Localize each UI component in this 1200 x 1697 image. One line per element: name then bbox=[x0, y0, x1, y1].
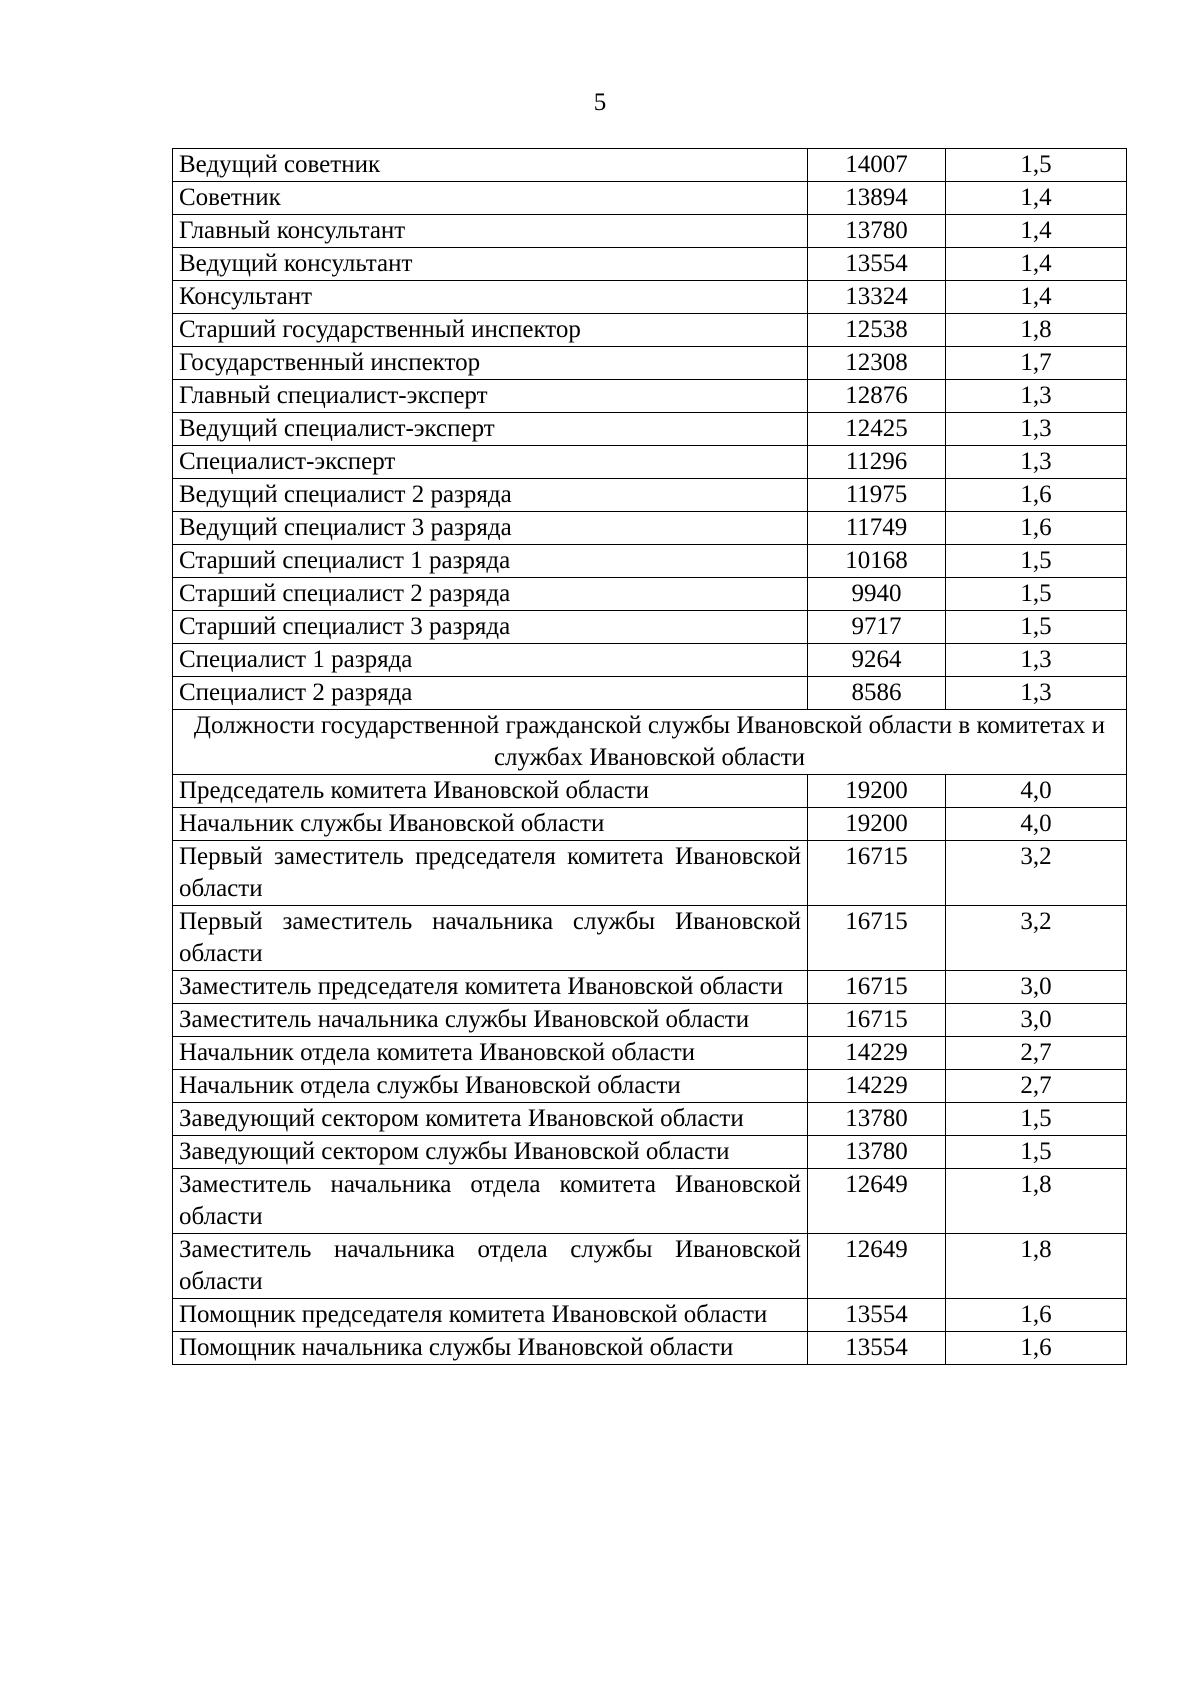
table-row bbox=[173, 677, 1127, 710]
position-name: Председатель комитета Ивановской области bbox=[173, 775, 808, 808]
position-name: Заведующий сектором комитета Ивановской области bbox=[173, 1103, 808, 1136]
position-name: Главный консультант bbox=[173, 215, 808, 248]
coefficient-value: 4,0 bbox=[946, 775, 1127, 808]
coefficient-value: 2,7 bbox=[946, 1037, 1127, 1070]
position-name: Помощник председателя комитета Ивановской области bbox=[173, 1299, 808, 1332]
position-name: Старший специалист 2 разряда bbox=[173, 578, 808, 611]
table-row bbox=[173, 1103, 1127, 1136]
table-body-top bbox=[173, 149, 1127, 710]
position-name: Старший государственный инспектор bbox=[173, 314, 808, 347]
salary-value: 16715 bbox=[808, 841, 946, 906]
coefficient-value: 1,3 bbox=[946, 413, 1127, 446]
coefficient-value: 2,7 bbox=[946, 1070, 1127, 1103]
salary-value: 13780 bbox=[808, 215, 946, 248]
table-section bbox=[173, 710, 1127, 775]
position-name: Заместитель председателя комитета Ивановской области bbox=[173, 971, 808, 1004]
coefficient-value: 1,5 bbox=[946, 1103, 1127, 1136]
salary-value: 12425 bbox=[808, 413, 946, 446]
salary-value: 16715 bbox=[808, 906, 946, 971]
coefficient-value: 1,5 bbox=[946, 1136, 1127, 1169]
coefficient-value: 1,5 bbox=[946, 545, 1127, 578]
coefficient-value: 1,8 bbox=[946, 1169, 1127, 1234]
table-row bbox=[173, 479, 1127, 512]
table-row bbox=[173, 644, 1127, 677]
position-name: Заведующий сектором службы Ивановской области bbox=[173, 1136, 808, 1169]
table-row bbox=[173, 841, 1127, 906]
position-name: Ведущий специалист 3 разряда bbox=[173, 512, 808, 545]
position-name: Заместитель начальника отдела службы Ивановской области bbox=[173, 1234, 808, 1299]
table-row bbox=[173, 1332, 1127, 1365]
salary-value: 16715 bbox=[808, 971, 946, 1004]
coefficient-value: 1,3 bbox=[946, 380, 1127, 413]
salary-value: 19200 bbox=[808, 808, 946, 841]
coefficient-value: 1,4 bbox=[946, 215, 1127, 248]
coefficient-value: 1,6 bbox=[946, 1332, 1127, 1365]
table-body-bottom bbox=[173, 775, 1127, 1365]
position-name: Советник bbox=[173, 182, 808, 215]
position-name: Ведущий консультант bbox=[173, 248, 808, 281]
coefficient-value: 1,4 bbox=[946, 281, 1127, 314]
position-name: Помощник начальника службы Ивановской области bbox=[173, 1332, 808, 1365]
coefficient-value: 3,2 bbox=[946, 841, 1127, 906]
salary-value: 13554 bbox=[808, 1332, 946, 1365]
position-name: Государственный инспектор bbox=[173, 347, 808, 380]
coefficient-value: 1,5 bbox=[946, 578, 1127, 611]
position-name: Первый заместитель начальника службы Ивановской области bbox=[173, 906, 808, 971]
position-name: Начальник отдела комитета Ивановской области bbox=[173, 1037, 808, 1070]
salary-value: 9264 bbox=[808, 644, 946, 677]
position-name: Специалист 2 разряда bbox=[173, 677, 808, 710]
table-row bbox=[173, 512, 1127, 545]
table-row bbox=[173, 314, 1127, 347]
coefficient-value: 3,0 bbox=[946, 971, 1127, 1004]
position-name: Ведущий специалист-эксперт bbox=[173, 413, 808, 446]
table-row bbox=[173, 611, 1127, 644]
position-name: Первый заместитель председателя комитета Ивановской области bbox=[173, 841, 808, 906]
position-name: Заместитель начальника службы Ивановской области bbox=[173, 1004, 808, 1037]
table-row bbox=[173, 215, 1127, 248]
salary-value: 13324 bbox=[808, 281, 946, 314]
table-row bbox=[173, 1037, 1127, 1070]
section-header-row bbox=[173, 710, 1127, 775]
coefficient-value: 1,8 bbox=[946, 1234, 1127, 1299]
salary-value: 14229 bbox=[808, 1037, 946, 1070]
salary-value: 12649 bbox=[808, 1169, 946, 1234]
position-name: Специалист-эксперт bbox=[173, 446, 808, 479]
salary-value: 14007 bbox=[808, 149, 946, 182]
coefficient-value: 1,6 bbox=[946, 1299, 1127, 1332]
salary-value: 13780 bbox=[808, 1103, 946, 1136]
coefficient-value: 1,6 bbox=[946, 512, 1127, 545]
table-row bbox=[173, 248, 1127, 281]
position-name: Ведущий советник bbox=[173, 149, 808, 182]
salary-value: 8586 bbox=[808, 677, 946, 710]
coefficient-value: 1,8 bbox=[946, 314, 1127, 347]
salary-value: 13554 bbox=[808, 1299, 946, 1332]
coefficient-value: 1,3 bbox=[946, 677, 1127, 710]
coefficient-value: 1,7 bbox=[946, 347, 1127, 380]
coefficient-value: 3,2 bbox=[946, 906, 1127, 971]
position-name: Старший специалист 3 разряда bbox=[173, 611, 808, 644]
position-name: Ведущий специалист 2 разряда bbox=[173, 479, 808, 512]
coefficient-value: 3,0 bbox=[946, 1004, 1127, 1037]
table-row bbox=[173, 1004, 1127, 1037]
table-row bbox=[173, 906, 1127, 971]
coefficient-value: 1,4 bbox=[946, 248, 1127, 281]
salary-value: 13554 bbox=[808, 248, 946, 281]
salary-value: 13894 bbox=[808, 182, 946, 215]
coefficient-value: 1,5 bbox=[946, 611, 1127, 644]
table-row bbox=[173, 347, 1127, 380]
position-name: Начальник отдела службы Ивановской области bbox=[173, 1070, 808, 1103]
salary-value: 9940 bbox=[808, 578, 946, 611]
salary-value: 16715 bbox=[808, 1004, 946, 1037]
coefficient-value: 1,4 bbox=[946, 182, 1127, 215]
table-row bbox=[173, 380, 1127, 413]
table-row bbox=[173, 545, 1127, 578]
table-row bbox=[173, 149, 1127, 182]
position-name: Специалист 1 разряда bbox=[173, 644, 808, 677]
table-row bbox=[173, 808, 1127, 841]
position-name: Заместитель начальника отдела комитета Ивановской области bbox=[173, 1169, 808, 1234]
coefficient-value: 1,3 bbox=[946, 446, 1127, 479]
table-row bbox=[173, 182, 1127, 215]
table-row bbox=[173, 1299, 1127, 1332]
salary-value: 9717 bbox=[808, 611, 946, 644]
salary-value: 12308 bbox=[808, 347, 946, 380]
table-row bbox=[173, 578, 1127, 611]
coefficient-value: 1,5 bbox=[946, 149, 1127, 182]
table-row bbox=[173, 1234, 1127, 1299]
salary-value: 10168 bbox=[808, 545, 946, 578]
coefficient-value: 4,0 bbox=[946, 808, 1127, 841]
table-row bbox=[173, 1136, 1127, 1169]
table-row bbox=[173, 971, 1127, 1004]
salary-value: 13780 bbox=[808, 1136, 946, 1169]
position-name: Главный специалист-эксперт bbox=[173, 380, 808, 413]
page-number: 5 bbox=[593, 89, 607, 116]
position-name: Старший специалист 1 разряда bbox=[173, 545, 808, 578]
salary-value: 11975 bbox=[808, 479, 946, 512]
salary-value: 12876 bbox=[808, 380, 946, 413]
salary-value: 12649 bbox=[808, 1234, 946, 1299]
table-row bbox=[173, 413, 1127, 446]
salary-value: 19200 bbox=[808, 775, 946, 808]
salary-value: 11749 bbox=[808, 512, 946, 545]
table-row bbox=[173, 1169, 1127, 1234]
salary-value: 11296 bbox=[808, 446, 946, 479]
salary-value: 14229 bbox=[808, 1070, 946, 1103]
salary-value: 12538 bbox=[808, 314, 946, 347]
coefficient-value: 1,6 bbox=[946, 479, 1127, 512]
position-name: Начальник службы Ивановской области bbox=[173, 808, 808, 841]
position-name: Консультант bbox=[173, 281, 808, 314]
salary-table bbox=[172, 148, 1127, 1365]
table-row bbox=[173, 1070, 1127, 1103]
section-header: Должности государственной гражданской службы Ивановской области в комитетах и службах Ивановской области bbox=[173, 710, 1127, 775]
coefficient-value: 1,3 bbox=[946, 644, 1127, 677]
table-row bbox=[173, 281, 1127, 314]
table-row bbox=[173, 446, 1127, 479]
table-row bbox=[173, 775, 1127, 808]
